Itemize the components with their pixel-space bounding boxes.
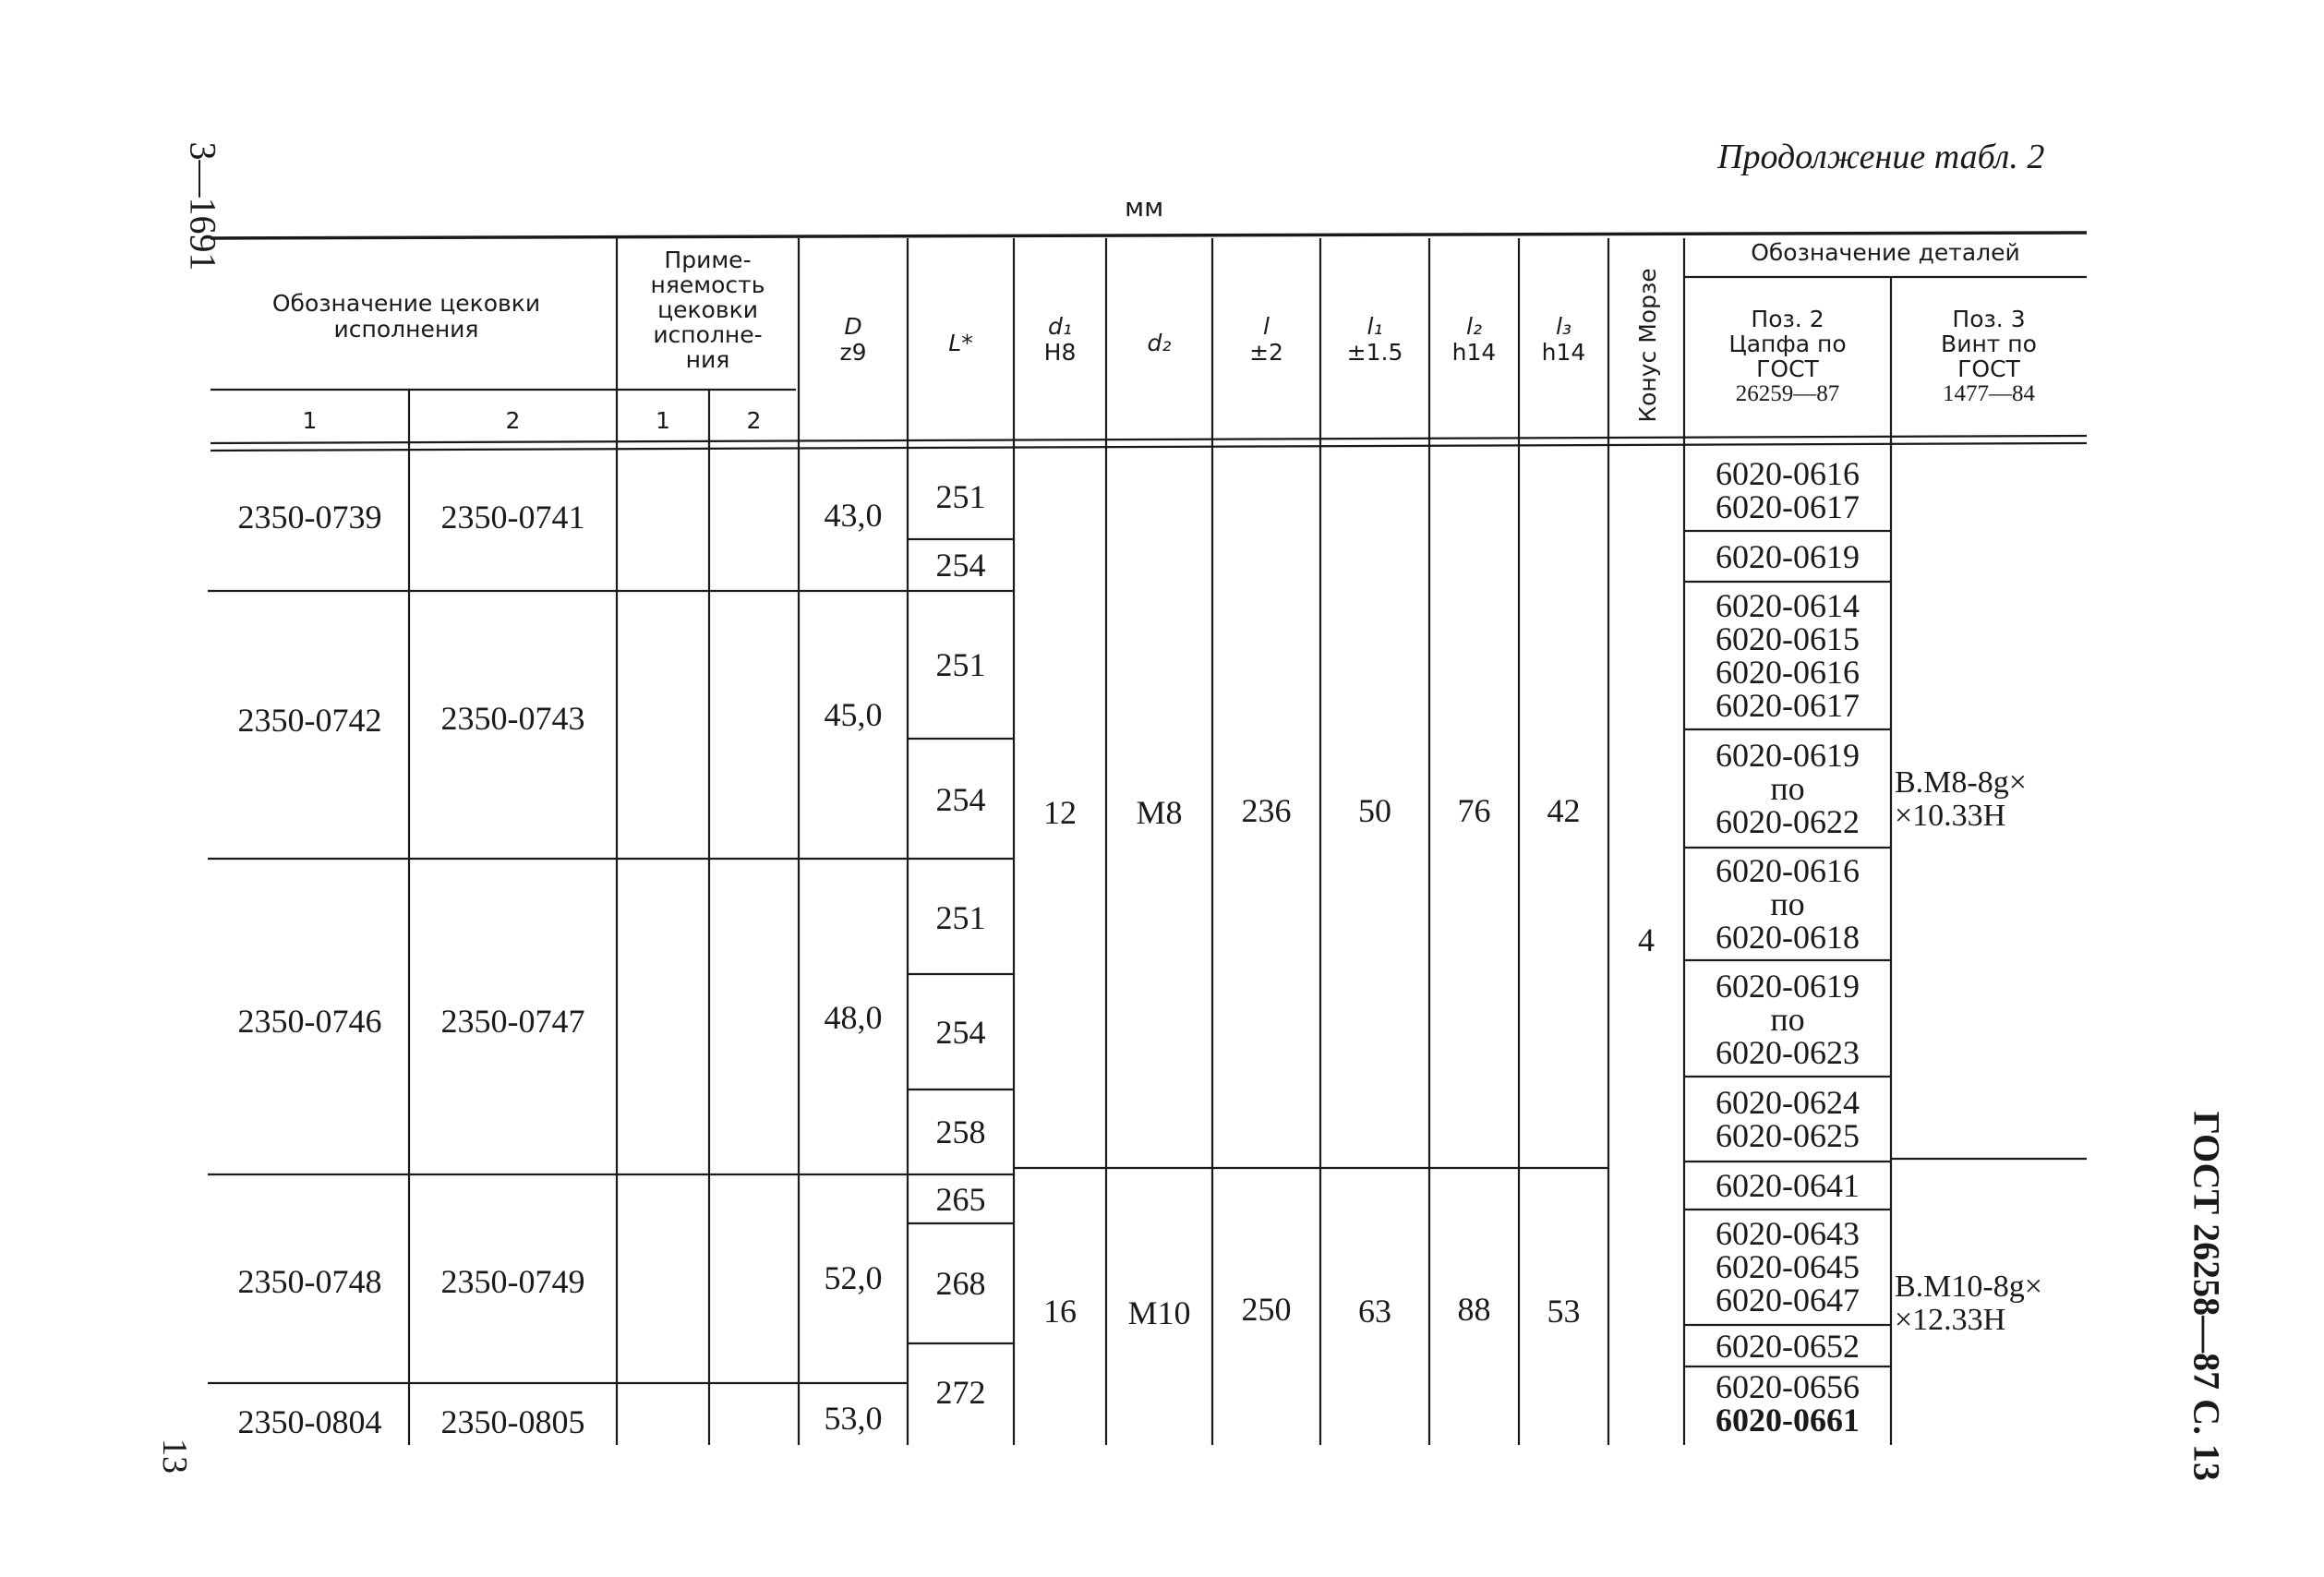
header-l1 bbox=[1320, 314, 1429, 366]
pos2-line: 6020-0645 bbox=[1716, 1248, 1860, 1285]
group1-l3: 42 bbox=[1547, 792, 1581, 829]
row-4-ex2: 2350-0749 bbox=[440, 1263, 585, 1300]
pos2-line: 6020-0661 bbox=[1716, 1402, 1860, 1439]
L-value-6: 254 bbox=[935, 1014, 986, 1051]
pos2-line: 6020-0614 bbox=[1716, 587, 1860, 624]
header-pos2-line3: ГОСТ bbox=[1756, 355, 1819, 382]
header-designation: Обозначение цековки исполнения bbox=[271, 290, 541, 343]
L-value-1: 251 bbox=[935, 478, 986, 515]
header-applicability-line4: исполне- bbox=[653, 321, 763, 348]
header-pos3-line4: 1477—84 bbox=[1943, 381, 2035, 406]
header-pos2-line4: 26259—87 bbox=[1735, 381, 1840, 406]
pos2-block-7 bbox=[1684, 1086, 1891, 1152]
header-D bbox=[799, 314, 908, 366]
header-pos3 bbox=[1891, 307, 2087, 406]
pos3-line: ×10.33Н bbox=[1895, 799, 2006, 833]
pos2-block-6 bbox=[1684, 969, 1891, 1069]
header-designation-2: 2 bbox=[505, 407, 521, 434]
pos2-line: 6020-0652 bbox=[1716, 1328, 1860, 1365]
header-parts: Обозначение деталей bbox=[1751, 239, 2020, 266]
header-applicability-2: 2 bbox=[746, 407, 762, 434]
header-l2 bbox=[1429, 314, 1519, 366]
left-page-number: 13 bbox=[155, 1439, 194, 1474]
group2-l2: 88 bbox=[1457, 1291, 1491, 1328]
pos2-block-1 bbox=[1684, 457, 1891, 524]
header-applicability-line5: ния bbox=[685, 346, 730, 373]
row-2-ex2: 2350-0743 bbox=[440, 700, 585, 737]
header-pos2 bbox=[1684, 307, 1891, 406]
pos2-line: 6020-0623 bbox=[1716, 1034, 1860, 1071]
group1-l2: 76 bbox=[1457, 792, 1491, 829]
pos2-block-10 bbox=[1684, 1330, 1891, 1363]
group2-d2: М10 bbox=[1127, 1294, 1191, 1331]
pos2-line: по bbox=[1770, 770, 1805, 807]
header-l2-symbol: l₂ bbox=[1466, 313, 1482, 340]
header-applicability-line1: Приме- bbox=[664, 247, 752, 273]
row-3-D: 48,0 bbox=[824, 999, 883, 1036]
L-value-8: 265 bbox=[935, 1181, 986, 1218]
group1-d2: М8 bbox=[1136, 794, 1183, 831]
continuation-caption: Продолжение табл. 2 bbox=[1717, 138, 2045, 176]
header-d2: d₂ bbox=[1147, 330, 1172, 356]
group2-l1: 63 bbox=[1358, 1293, 1391, 1330]
row-1-D: 43,0 bbox=[824, 497, 883, 534]
left-margin-code: 3—1691 bbox=[182, 141, 224, 271]
header-d1-symbol: d₁ bbox=[1048, 313, 1072, 340]
header-l bbox=[1212, 314, 1320, 366]
pos2-line: 6020-0617 bbox=[1716, 488, 1860, 525]
pos2-block-9 bbox=[1684, 1217, 1891, 1317]
group2-l3: 53 bbox=[1547, 1293, 1581, 1330]
pos3-screw-1 bbox=[1895, 766, 2087, 833]
pos2-line: 6020-0619 bbox=[1716, 968, 1860, 1005]
header-l3-tolerance: h14 bbox=[1541, 339, 1586, 366]
L-value-5: 251 bbox=[935, 899, 986, 936]
pos2-block-3 bbox=[1684, 589, 1891, 722]
row-2-ex1: 2350-0742 bbox=[237, 702, 382, 739]
group1-d1: 12 bbox=[1043, 794, 1077, 831]
header-applicability-line3: цековки bbox=[657, 296, 758, 323]
row-5-ex1: 2350-0804 bbox=[237, 1403, 382, 1440]
pos2-block-2 bbox=[1684, 540, 1891, 573]
header-morse-cone: Конус Морзе bbox=[1634, 268, 1661, 423]
pos2-line: 6020-0624 bbox=[1716, 1084, 1860, 1121]
pos2-line: 6020-0619 bbox=[1716, 538, 1860, 575]
pos2-line: 6020-0618 bbox=[1716, 919, 1860, 956]
pos2-line: 6020-0616 bbox=[1716, 455, 1860, 492]
pos2-block-11 bbox=[1684, 1370, 1891, 1437]
L-value-7: 258 bbox=[935, 1114, 986, 1150]
header-l2-tolerance: h14 bbox=[1451, 339, 1497, 366]
pos2-line: 6020-0617 bbox=[1716, 687, 1860, 724]
pos2-line: 6020-0647 bbox=[1716, 1282, 1860, 1318]
pos2-line: 6020-0643 bbox=[1716, 1215, 1860, 1252]
pos2-block-5 bbox=[1684, 854, 1891, 954]
L-value-9: 268 bbox=[935, 1265, 986, 1302]
units-label: мм bbox=[1125, 192, 1164, 223]
header-pos3-line2: Винт по bbox=[1941, 331, 2037, 357]
header-l1-symbol: l₁ bbox=[1367, 313, 1383, 340]
row-3-ex2: 2350-0747 bbox=[440, 1003, 585, 1040]
pos2-line: 6020-0625 bbox=[1716, 1117, 1860, 1154]
L-value-10: 272 bbox=[935, 1374, 986, 1411]
pos2-block-4 bbox=[1684, 739, 1891, 838]
row-4-D: 52,0 bbox=[824, 1259, 883, 1296]
header-pos2-line1: Поз. 2 bbox=[1751, 306, 1824, 332]
pos2-line: 6020-0615 bbox=[1716, 620, 1860, 657]
pos2-line: 6020-0616 bbox=[1716, 852, 1860, 889]
header-applicability bbox=[617, 247, 799, 372]
header-l-symbol: l bbox=[1263, 313, 1270, 340]
group1-l1: 50 bbox=[1358, 792, 1391, 829]
pos2-line: 6020-0656 bbox=[1716, 1368, 1860, 1405]
pos2-line: по bbox=[1770, 885, 1805, 922]
header-pos2-line2: Цапфа по bbox=[1728, 331, 1847, 357]
pos2-line: по bbox=[1770, 1001, 1805, 1038]
header-pos3-line1: Поз. 3 bbox=[1952, 306, 2026, 332]
header-l3-symbol: l₃ bbox=[1556, 313, 1571, 340]
header-l3 bbox=[1519, 314, 1608, 366]
pos3-line: ×12.33Н bbox=[1895, 1303, 2006, 1337]
group2-l: 250 bbox=[1241, 1291, 1292, 1328]
L-value-2: 254 bbox=[935, 547, 986, 584]
header-L: L* bbox=[948, 330, 973, 356]
row-1-ex1: 2350-0739 bbox=[237, 499, 382, 536]
header-D-symbol: D bbox=[844, 313, 862, 340]
row-2-D: 45,0 bbox=[824, 696, 883, 733]
header-pos3-line3: ГОСТ bbox=[1957, 355, 2020, 382]
pos2-line: 6020-0619 bbox=[1716, 737, 1860, 774]
row-5-ex2: 2350-0805 bbox=[440, 1403, 585, 1440]
header-d1 bbox=[1014, 314, 1106, 366]
pos2-block-8 bbox=[1684, 1169, 1891, 1202]
pos2-line: 6020-0616 bbox=[1716, 654, 1860, 691]
pos3-line: В.М10-8g× bbox=[1895, 1270, 2042, 1304]
pos3-line: В.М8-8g× bbox=[1895, 765, 2027, 800]
pos3-screw-2 bbox=[1895, 1270, 2087, 1337]
right-margin-label: ГОСТ 26258—87 С. 13 bbox=[2186, 1111, 2228, 1482]
L-value-3: 251 bbox=[935, 646, 986, 683]
header-designation-1: 1 bbox=[302, 407, 318, 434]
row-5-D: 53,0 bbox=[824, 1400, 883, 1437]
L-value-4: 254 bbox=[935, 781, 986, 818]
group1-l: 236 bbox=[1241, 792, 1292, 829]
morse-cone-value: 4 bbox=[1638, 921, 1655, 958]
row-1-ex2: 2350-0741 bbox=[440, 499, 585, 536]
header-applicability-1: 1 bbox=[656, 407, 670, 434]
group2-d1: 16 bbox=[1043, 1293, 1077, 1330]
row-3-ex1: 2350-0746 bbox=[237, 1003, 382, 1040]
header-applicability-line2: няемость bbox=[650, 271, 765, 298]
header-d1-tolerance: H8 bbox=[1043, 339, 1077, 366]
header-l-tolerance: ±2 bbox=[1249, 339, 1283, 366]
pos2-line: 6020-0641 bbox=[1716, 1167, 1860, 1204]
header-l1-tolerance: ±1.5 bbox=[1346, 339, 1403, 366]
row-4-ex1: 2350-0748 bbox=[237, 1263, 382, 1300]
pos2-line: 6020-0622 bbox=[1716, 803, 1860, 840]
header-D-tolerance: z9 bbox=[839, 339, 867, 366]
